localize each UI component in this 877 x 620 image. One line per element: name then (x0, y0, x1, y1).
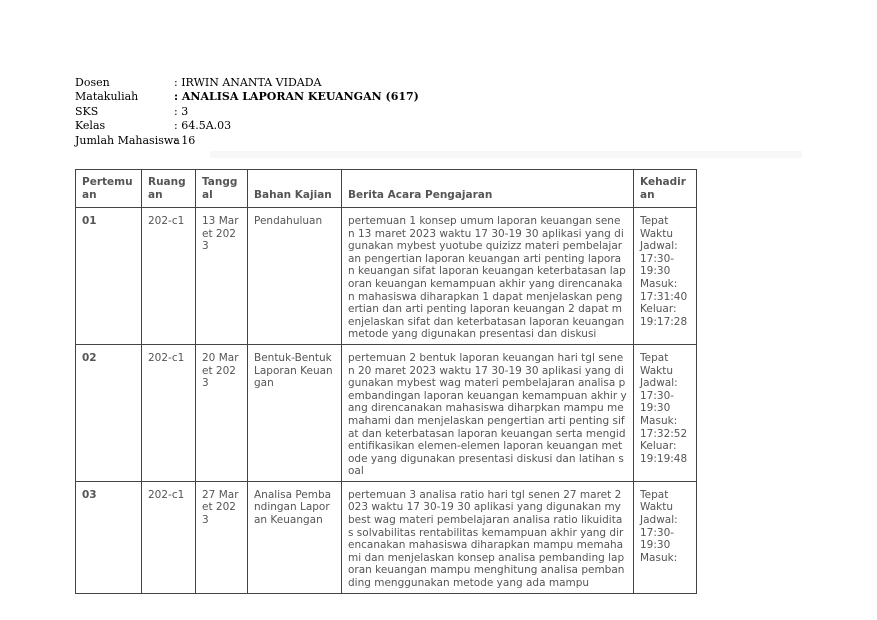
cell-pertemuan: 02 (76, 344, 142, 481)
kehadiran-line: Tepat (640, 351, 669, 364)
info-matakuliah (75, 90, 419, 104)
table-header-row (76, 170, 697, 208)
info-value: : IRWIN ANANTA VIDADA (174, 76, 322, 89)
cell-bahan-kajian: Bentuk-Bentuk Laporan Keuangan (248, 344, 342, 481)
kehadiran-line: 17:30- (640, 389, 675, 402)
info-label: Kelas (75, 119, 106, 133)
col-header-kehadiran: Kehadiran (634, 170, 697, 208)
kehadiran-line: 19:30 (640, 265, 671, 278)
kehadiran-line: 17:30- (640, 252, 675, 265)
info-label: SKS (75, 104, 99, 118)
info-value: : 3 (174, 104, 189, 118)
cell-pertemuan: 03 (76, 481, 142, 593)
kehadiran-line: 17:31:40 (640, 290, 688, 303)
cell-kehadiran (634, 481, 697, 593)
table-row (76, 481, 697, 593)
kehadiran-line: Keluar: (640, 440, 677, 453)
cell-bahan-kajian: Analisa Pembandingan Laporan Keuangan (248, 481, 342, 593)
course-info (75, 76, 419, 148)
kehadiran-line: 19:30 (640, 402, 671, 415)
kehadiran-line: Waktu (640, 227, 673, 240)
table-row (76, 208, 697, 345)
table-row (76, 344, 697, 481)
info-dosen (75, 76, 419, 90)
cell-ruangan: 202-c1 (142, 344, 196, 481)
cell-ruangan: 202-c1 (142, 208, 196, 345)
info-label: Jumlah Mahasiswa (75, 133, 180, 147)
kehadiran-line: 17:32:52 (640, 427, 688, 440)
kehadiran-line: Waktu (640, 364, 673, 377)
cell-kehadiran (634, 344, 697, 481)
teaching-log-table (75, 169, 697, 594)
cell-bahan-kajian: Pendahuluan (248, 208, 342, 345)
cell-tanggal: 27 Maret 2023 (196, 481, 248, 593)
kehadiran-line: 19:30 (640, 539, 671, 552)
kehadiran-line: Masuk: (640, 414, 678, 427)
kehadiran-line: Jadwal: (640, 514, 678, 527)
info-value: : 16 (174, 133, 196, 147)
kehadiran-line: 19:17:28 (640, 315, 688, 328)
kehadiran-line: Jadwal: (640, 377, 678, 390)
cell-berita-acara: pertemuan 2 bentuk laporan keuangan hari tgl senen 20 maret 2023 waktu 17 30-19 30 aplikasi yang digunakan mybest wag materi pembelajaran analisa pembandingan laporan keuangan kemampuan akhir yang direncanakan mahasiswa diharpkan mampu memahami dan menjelaskan pengertian arti penting sifat dan keterbatasan laporan keuangan serta mengidentifikasikan elemen-elemen laporan keuangan metode yang digunakan presentasi diskusi dan latihan soal (342, 344, 634, 481)
col-header-bahan-kajian: Bahan Kajian (248, 170, 342, 208)
info-kelas (75, 119, 419, 133)
info-label: Dosen (75, 76, 110, 89)
cell-ruangan: 202-c1 (142, 481, 196, 593)
cell-pertemuan: 01 (76, 208, 142, 345)
col-header-ruangan: Ruangan (142, 170, 196, 208)
kehadiran-line: Keluar: (640, 303, 677, 316)
kehadiran-line: Masuk: (640, 551, 678, 564)
kehadiran-line: Jadwal: (640, 240, 678, 253)
kehadiran-line: Tepat (640, 215, 669, 227)
col-header-berita-acara: Berita Acara Pengajaran (342, 170, 634, 208)
info-value: : 64.5A.03 (174, 119, 232, 133)
info-jumlah (75, 134, 419, 148)
info-sks (75, 105, 419, 119)
kehadiran-line: 17:30- (640, 526, 675, 539)
cell-berita-acara: pertemuan 3 analisa ratio hari tgl senen 27 maret 2023 waktu 17 30-19 30 aplikasi yang digunakan mybest wag materi pembelajaran analisa ratio likuiditas solvabilitas rentabilitas kemampuan akhir yang direncanakan mahasiswa diharapkan mampu memahami dan menjelaskan konsep analisa pembanding laporan keuangan mampu menghitung analisa pembanding menggunakan metode yang ada mampu (342, 481, 634, 593)
cell-berita-acara: pertemuan 1 konsep umum laporan keuangan senen 13 maret 2023 waktu 17 30-19 30 aplikasi yang digunakan mybest yuotube quizizz materi pembelajaran pengertian laporan keuangan arti penting laporan keuangan sifat laporan keuangan keterbatasan laporan keuangan kemampuan akhir yang direncanakan mahasiswa diharapkan 1 dapat menjelaskan pengertian dan arti penting laporan keuangan 2 dapat menjelaskan sifat dan keterbatasan laporan keuangan metode yang digunakan presentasi dan diskusi (342, 208, 634, 345)
cell-tanggal: 20 Maret 2023 (196, 344, 248, 481)
separator (210, 151, 802, 158)
kehadiran-line: Masuk: (640, 277, 678, 290)
col-header-tanggal: Tanggal (196, 170, 248, 208)
kehadiran-line: 19:19:48 (640, 452, 688, 465)
kehadiran-line: Waktu (640, 501, 673, 514)
col-header-pertemuan: Pertemuan (76, 170, 142, 208)
info-label: Matakuliah (75, 90, 139, 104)
kehadiran-line: Tepat (640, 488, 669, 501)
cell-tanggal: 13 Maret 2023 (196, 208, 248, 345)
cell-kehadiran (634, 208, 697, 345)
info-value: : ANALISA LAPORAN KEUANGAN (617) (174, 90, 419, 104)
